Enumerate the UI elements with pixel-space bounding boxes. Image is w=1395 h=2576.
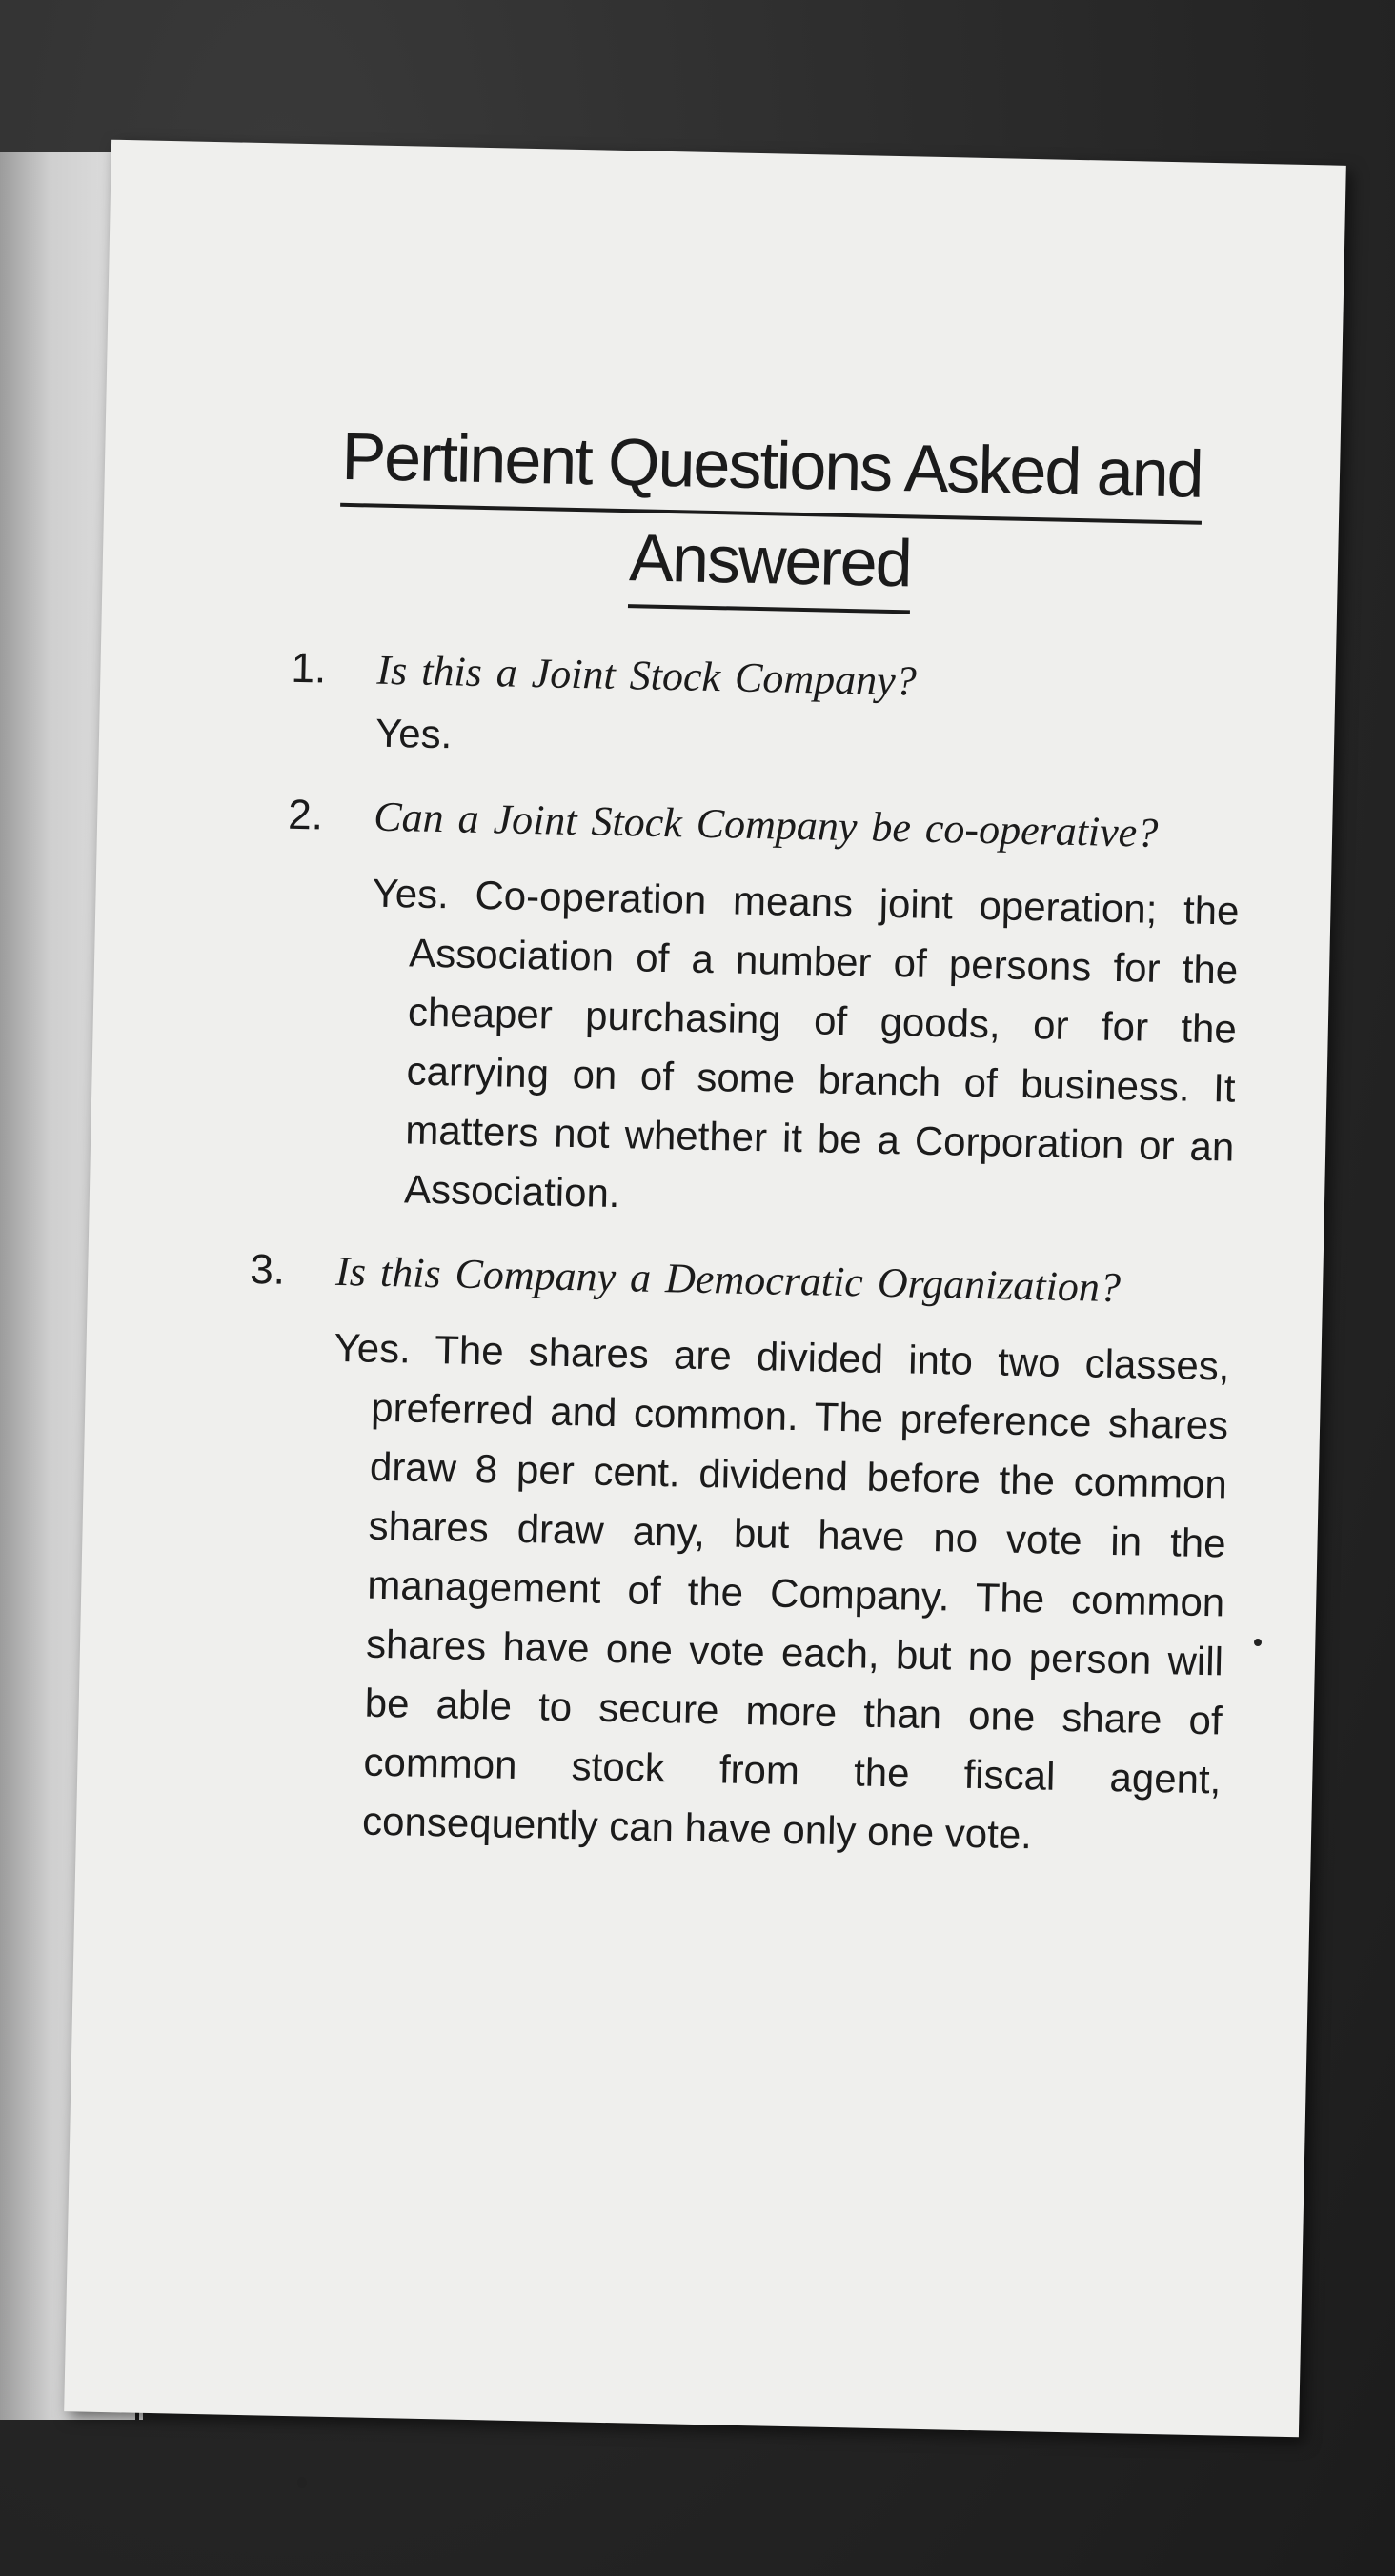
answer-text: Yes. The shares are divided into two classes, preferred and common. The preference shares draw 8 per cent. dividend before the common shares draw any, but have no vote in the management of the Company. The common shares have one vote each, but no person will be able to secure more than one share of common stock from the fiscal agent, consequently can have only one vote. [334, 1324, 1230, 1858]
page-title [293, 411, 1249, 621]
answer-text: Yes. Co-operation means joint operation; the Association of a number of persons for the cheaper purchasing of goods, or for the carrying on of some branch of business. It matters not whether it be a Corporation or an Association. [372, 870, 1240, 1217]
page-content [249, 411, 1249, 1869]
question-item-3 [238, 1240, 1232, 1868]
title-line-2: Answered [628, 513, 911, 614]
title-line-1: Pertinent Questions Asked and [341, 412, 1203, 525]
question-number: 2. [287, 791, 324, 839]
question-number: 3. [249, 1245, 286, 1294]
question-text: Is this a Joint Stock Company? [376, 646, 918, 705]
question-item-2 [279, 786, 1241, 1237]
question-text: Can a Joint Stock Company be co-operative? [373, 793, 1159, 856]
question-number: 1. [291, 644, 327, 693]
document-page [64, 140, 1346, 2438]
dust-speck [1254, 1639, 1262, 1646]
question-item-1 [290, 639, 1244, 781]
dust-speck [297, 2477, 307, 2488]
question-text: Is this Company a Democratic Organization? [334, 1247, 1122, 1312]
answer-text: Yes. [374, 710, 453, 757]
